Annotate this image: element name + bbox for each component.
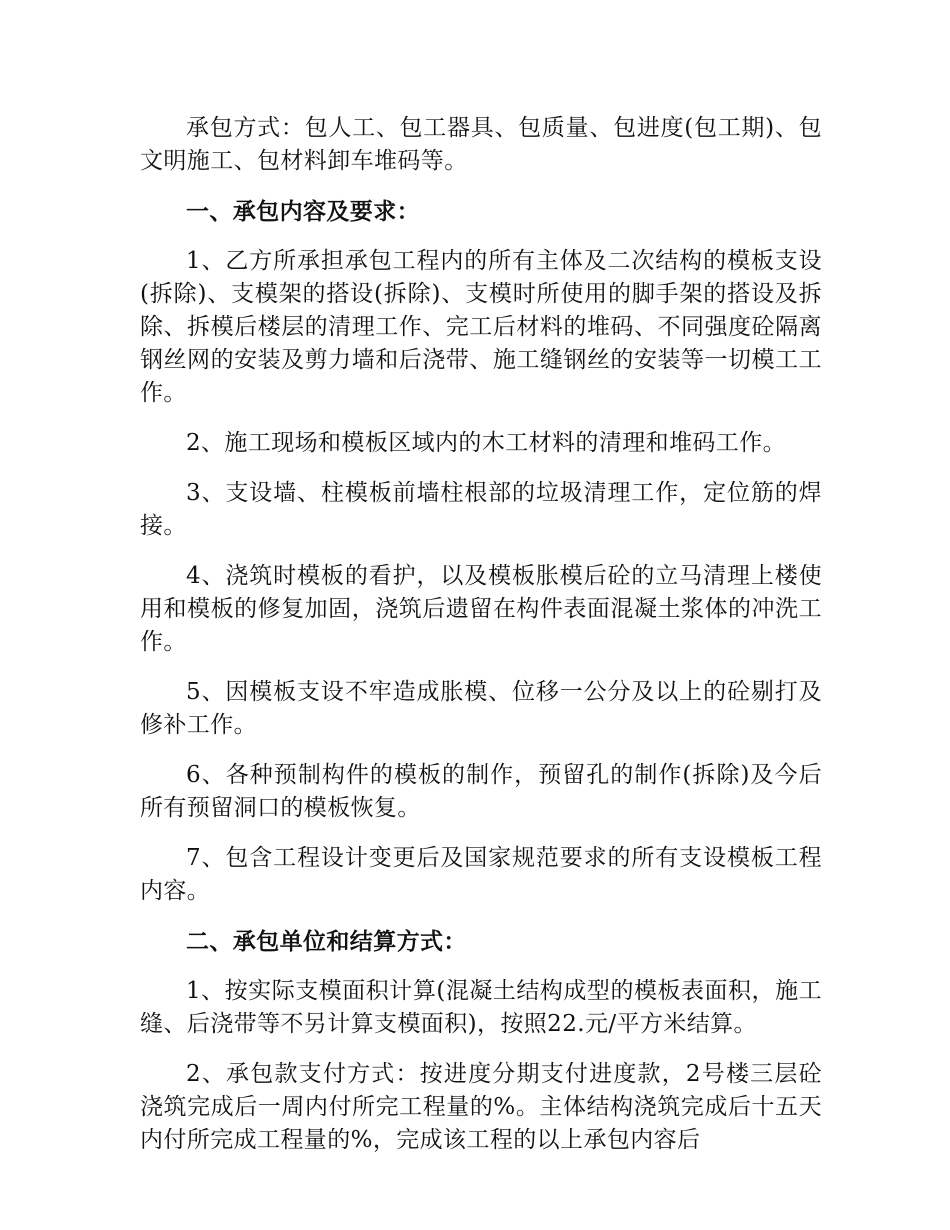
section-2-item-2: 2、承包款支付方式：按进度分期支付进度款，2号楼三层砼浇筑完成后一周内付所完工程量的%。主体结构浇筑完成后十五天内付所完成工程量的%，完成该工程的以上承包内容后 — [140, 1061, 822, 1153]
intro-paragraph: 承包方式：包人工、包工器具、包质量、包进度(包工期)、包文明施工、包材料卸车堆码等。 — [140, 115, 822, 174]
section-1-item-4: 4、浇筑时模板的看护，以及模板胀模后砼的立马清理上楼使用和模板的修复加固，浇筑后遗留在构件表面混凝土浆体的冲洗工作。 — [140, 563, 822, 655]
section-1-item-7: 7、包含工程设计变更后及国家规范要求的所有支设模板工程内容。 — [140, 845, 822, 904]
section-1-item-2: 2、施工现场和模板区域内的木工材料的清理和堆码工作。 — [186, 430, 787, 456]
section-1-item-5: 5、因模板支设不牢造成胀模、位移一公分及以上的砼剔打及修补工作。 — [140, 679, 822, 738]
section-2-item-1: 1、按实际支模面积计算(混凝土结构成型的模板表面积，施工缝、后浇带等不另计算支模面积)，按照22.元/平方米结算。 — [140, 978, 822, 1037]
section-1-item-3: 3、支设墙、柱模板前墙柱根部的垃圾清理工作，定位筋的焊接。 — [140, 480, 822, 539]
section-2-heading: 二、承包单位和结算方式： — [186, 928, 467, 955]
section-1-item-1: 1、乙方所承担承包工程内的所有主体及二次结构的模板支设(拆除)、支模架的搭设(拆除)、支模时所使用的脚手架的搭设及拆除、拆模后楼层的清理工作、完工后材料的堆码、不同强度砼隔离钢丝网的安装及剪力墙和后浇带、施工缝钢丝的安装等一切模工工作。 — [140, 248, 822, 406]
section-1-heading: 一、承包内容及要求： — [186, 198, 420, 225]
section-1-item-6: 6、各种预制构件的模板的制作，预留孔的制作(拆除)及今后所有预留洞口的模板恢复。 — [140, 762, 822, 821]
